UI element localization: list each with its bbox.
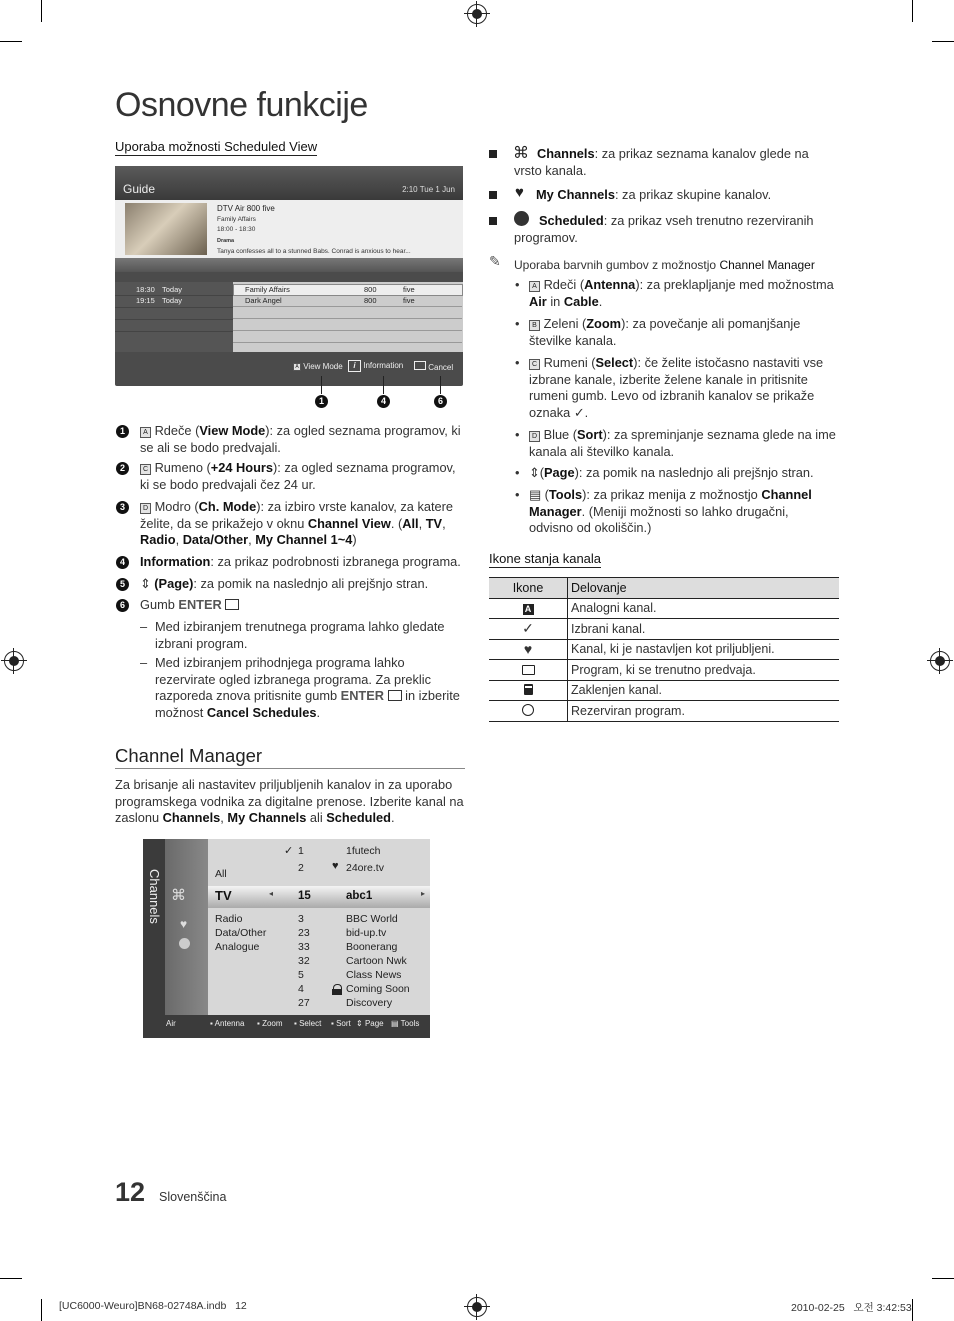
arrow-right-icon[interactable]: ▸ xyxy=(421,889,426,898)
channel-number: 27 xyxy=(298,997,310,1009)
green-zoom-item: B Zeleni (Zoom): za povečanje ali pomanjšanje številke kanala. xyxy=(529,316,801,348)
page-number: 12 xyxy=(115,1177,146,1207)
check-icon: ✓ xyxy=(573,405,585,421)
print-date: 2010-02-25 오전 3:42:53 xyxy=(791,1302,912,1314)
bullet-channels: Channels: za prikaz seznama kanalov glede na vrsto kanala. xyxy=(514,146,809,178)
clock-icon xyxy=(522,704,534,716)
clock-icon[interactable] xyxy=(179,938,190,949)
sort-button[interactable]: ▪ Sort xyxy=(331,1019,351,1028)
enter-icon xyxy=(388,690,402,701)
table-row: ♥ Kanal, ki je nastavljen kot priljubljeni. xyxy=(489,639,839,660)
channel-number: 23 xyxy=(298,927,310,939)
program-time: 18:00 - 18:30 xyxy=(217,226,256,233)
row-channel-name: five xyxy=(403,285,415,294)
bullet-icon xyxy=(489,191,497,199)
channel-name[interactable]: Class News xyxy=(346,969,402,981)
channel-number: 4 xyxy=(298,983,304,995)
select-button[interactable]: ▪ Select xyxy=(294,1019,322,1028)
program-description: Tanya confesses all to a stunned Babs. Conrad is anxious to hear... xyxy=(217,248,411,255)
zoom-label: Zoom xyxy=(262,1019,283,1028)
tools-button[interactable]: ▤ Tools xyxy=(391,1019,420,1028)
red-key-icon: A xyxy=(140,427,151,438)
registration-mark-icon xyxy=(467,1297,487,1317)
enter-icon xyxy=(225,599,239,610)
crop-mark xyxy=(912,0,913,22)
crop-mark xyxy=(932,1278,954,1279)
callout-badge: 6 xyxy=(434,395,447,408)
row-title: Dark Angel xyxy=(245,296,282,305)
crop-mark xyxy=(41,1299,42,1321)
row-day: Today xyxy=(162,296,183,305)
program-thumbnail xyxy=(125,203,207,255)
table-row: Zaklenjen kanal. xyxy=(489,680,839,701)
item-page: ⇕ (Page): za pomik na naslednjo ali prejšnjo stran. xyxy=(140,576,429,591)
info-icon: i xyxy=(348,360,361,372)
guide-label: Guide xyxy=(123,182,156,196)
scheduled-row[interactable] xyxy=(115,284,463,295)
table-row: Rezerviran program. xyxy=(489,701,839,722)
arrow-left-icon[interactable]: ◂ xyxy=(269,889,274,898)
registration-mark-icon xyxy=(467,4,487,24)
status-icons-table xyxy=(489,578,839,722)
bullet-icon xyxy=(489,150,497,158)
category-all[interactable]: All xyxy=(215,868,227,880)
select-label: Select xyxy=(299,1019,322,1028)
channel-name[interactable]: Boonerang xyxy=(346,941,398,953)
blue-sort-item: D Blue (Sort): za spreminjanje seznama glede na ime kanala ali številko kanala. xyxy=(529,427,836,459)
scheduled-view-heading: Uporaba možnosti Scheduled View xyxy=(115,139,318,154)
cancel-label: Cancel xyxy=(428,363,454,372)
channels-side-label: Channels xyxy=(147,869,162,924)
item-24-hours: C Rumeno (+24 Hours): za ogled seznama programov, ki se bodo predvajali čez 24 ur. xyxy=(140,460,456,492)
selected-channel-number: 15 xyxy=(298,890,311,902)
scheduled-row[interactable] xyxy=(115,295,463,306)
antenna-label: Antenna xyxy=(214,1019,245,1028)
tools-icon: ▤ xyxy=(529,487,542,502)
lock-icon xyxy=(524,688,533,695)
page-label: Page xyxy=(364,1019,384,1028)
item-number: 5 xyxy=(116,578,129,591)
green-key-icon: B xyxy=(529,320,540,331)
heart-icon: ♥ xyxy=(523,641,533,658)
blue-key-icon: D xyxy=(140,503,151,514)
page-updown-icon: ⇕ xyxy=(529,465,540,480)
channels-icon[interactable]: ⌘ xyxy=(171,887,186,904)
channel-number: 2 xyxy=(298,862,304,874)
registration-mark-icon xyxy=(930,651,950,671)
row-time: 18:30 xyxy=(136,285,155,294)
analog-icon: A xyxy=(523,604,534,615)
view-mode-button[interactable]: A View Mode xyxy=(293,362,343,371)
yellow-key-icon: C xyxy=(529,359,540,370)
callout-badge: 1 xyxy=(315,395,328,408)
crop-mark xyxy=(932,41,954,42)
item-number: 2 xyxy=(116,462,129,475)
item-ch-mode: D Modro (Ch. Mode): za izbiro vrste kanalov, za katere želite, da se prikažejo v oknu Channel View. (All, TV, Radio, Data/Other, My Channel 1~4) xyxy=(140,499,454,548)
channels-screen xyxy=(143,839,430,1038)
channel-name[interactable]: Discovery xyxy=(346,997,393,1009)
callout-badge: 4 xyxy=(377,395,390,408)
file-name: [UC6000-Weuro]BN68-02748A.indb 12 xyxy=(59,1300,247,1312)
item-number: 6 xyxy=(116,599,129,612)
antenna-button[interactable]: ▪ Antenna xyxy=(210,1019,245,1028)
channel-manager-heading: Channel Manager xyxy=(115,745,263,766)
channel-manager-intro: Za brisanje ali nastavitev priljubljenih kanalov in za uporabo programskega vodnika za digitalne prenose. Izberite kanal na zaslonu Channels, My Channels ali Scheduled. xyxy=(115,777,464,826)
channel-name[interactable]: bid-up.tv xyxy=(346,927,387,939)
channel-name[interactable]: Cartoon Nwk xyxy=(346,955,407,967)
item-view-mode: A Rdeče (View Mode): za ogled seznama programov, ki se ali se bodo predvajali. xyxy=(140,423,461,455)
view-mode-label: View Mode xyxy=(303,362,343,371)
selected-row-highlight xyxy=(208,886,430,908)
row-time: 19:15 xyxy=(136,296,155,305)
language-label: Slovenščina xyxy=(159,1190,227,1204)
heart-icon: ♥ xyxy=(332,860,339,872)
channel-name[interactable]: Coming Soon xyxy=(346,983,410,995)
page-updown-icon: ⇕ xyxy=(140,576,151,591)
tools-label: Tools xyxy=(400,1019,420,1028)
channel-name[interactable]: 24ore.tv xyxy=(346,862,384,874)
crop-mark xyxy=(912,1299,913,1321)
heart-icon[interactable]: ♥ xyxy=(180,917,188,931)
page-item: ⇕(Page): za pomik na naslednjo ali prejšnjo stran. xyxy=(529,465,814,480)
item-information: Information: za prikaz podrobnosti izbranega programa. xyxy=(140,554,461,569)
tools-item: ▤ (Tools): za prikaz menija z možnostjo Channel Manager. (Meniji možnosti so lahko drugačni, odvisno od okoliščin.) xyxy=(529,487,812,536)
dash-note-current: Med izbiranjem trenutnega programa lahko gledate izbrani program. xyxy=(155,619,445,651)
category-data-other[interactable]: Data/Other xyxy=(215,927,267,939)
channel-name[interactable]: 1futech xyxy=(346,845,381,857)
heart-icon: ♥ xyxy=(515,184,524,201)
table-header-action: Delovanje xyxy=(568,578,840,598)
zoom-button[interactable]: ▪ Zoom xyxy=(257,1019,283,1028)
channels-icon: ⌘ xyxy=(513,145,529,162)
bullet-my-channels: My Channels: za prikaz skupine kanalov. xyxy=(536,187,772,202)
registration-mark-icon xyxy=(4,651,24,671)
note-icon: ✎ xyxy=(489,253,501,269)
color-buttons-note: Uporaba barvnih gumbov z možnostjo Channel Manager xyxy=(514,258,815,272)
red-key-icon: A xyxy=(529,281,540,292)
row-day: Today xyxy=(162,285,183,294)
sort-label: Sort xyxy=(336,1019,351,1028)
bullet-icon xyxy=(489,217,497,225)
crop-mark xyxy=(0,1278,22,1279)
red-antenna-item: A Rdeči (Antenna): za preklapljanje med možnostma Air in Cable. xyxy=(529,277,834,309)
program-genre: Drama xyxy=(217,238,235,244)
crop-mark xyxy=(0,41,22,42)
check-icon: ✓ xyxy=(284,845,294,857)
guide-screen xyxy=(115,166,463,386)
page-button[interactable]: ⇕ Page xyxy=(356,1019,384,1028)
channel-number: 32 xyxy=(298,955,310,967)
cancel-button[interactable] xyxy=(414,361,453,372)
category-tv[interactable]: TV xyxy=(215,888,232,903)
channel-number: 1 xyxy=(298,845,304,857)
crop-mark xyxy=(41,0,42,22)
row-channel-name: five xyxy=(403,296,415,305)
category-radio[interactable]: Radio xyxy=(215,913,243,925)
selected-channel-name[interactable]: abc1 xyxy=(346,890,373,902)
bullet-scheduled: Scheduled: za prikaz vseh trenutno rezerviranih programov. xyxy=(514,213,814,245)
return-icon xyxy=(414,361,426,370)
yellow-select-item: C Rumeni (Select): če želite istočasno nastaviti vse izbrane kanale, izberite želene kanale in pritisnite rumeni gumb. Levo od izbranih kanalov se prikaže oznaka ✓. xyxy=(529,355,824,421)
footer-air: Air xyxy=(166,1019,176,1028)
category-analogue[interactable]: Analogue xyxy=(215,941,260,953)
table-row: A Analogni kanal. xyxy=(489,598,839,619)
item-enter: Gumb ENTER xyxy=(140,597,465,614)
table-row: Program, ki se trenutno predvaja. xyxy=(489,660,839,681)
dash-note-future: Med izbiranjem prihodnjega programa lahko rezervirate ogled izbranega programa. Za preklic razporeda znova pritisnite gumb ENTER in izberite možnost Cancel Schedules. xyxy=(155,655,460,721)
information-label: Information xyxy=(363,361,404,370)
yellow-key-icon: C xyxy=(140,464,151,475)
row-title: Family Affairs xyxy=(245,285,290,294)
channel-number: 5 xyxy=(298,969,304,981)
status-icons-heading: Ikone stanja kanala xyxy=(489,551,602,566)
table-row: ✓ Izbrani kanal. xyxy=(489,619,839,640)
item-number: 4 xyxy=(116,556,129,569)
information-button[interactable] xyxy=(348,360,403,372)
program-name: Family Affairs xyxy=(217,216,256,223)
guide-clock: 2:10 Tue 1 Jun xyxy=(402,185,455,194)
row-channel: 800 xyxy=(364,296,377,305)
channel-number: 33 xyxy=(298,941,310,953)
channel-number: 3 xyxy=(298,913,304,925)
item-number: 1 xyxy=(116,425,129,438)
program-channel: DTV Air 800 five xyxy=(217,204,275,213)
item-number: 3 xyxy=(116,501,129,514)
tv-icon xyxy=(522,665,535,675)
channel-name[interactable]: BBC World xyxy=(346,913,398,925)
check-icon: ✓ xyxy=(522,620,534,637)
blue-key-icon: D xyxy=(529,431,540,442)
row-channel: 800 xyxy=(364,285,377,294)
page-title: Osnovne funkcije xyxy=(115,86,368,124)
table-header-icons: Ikone xyxy=(489,578,568,598)
